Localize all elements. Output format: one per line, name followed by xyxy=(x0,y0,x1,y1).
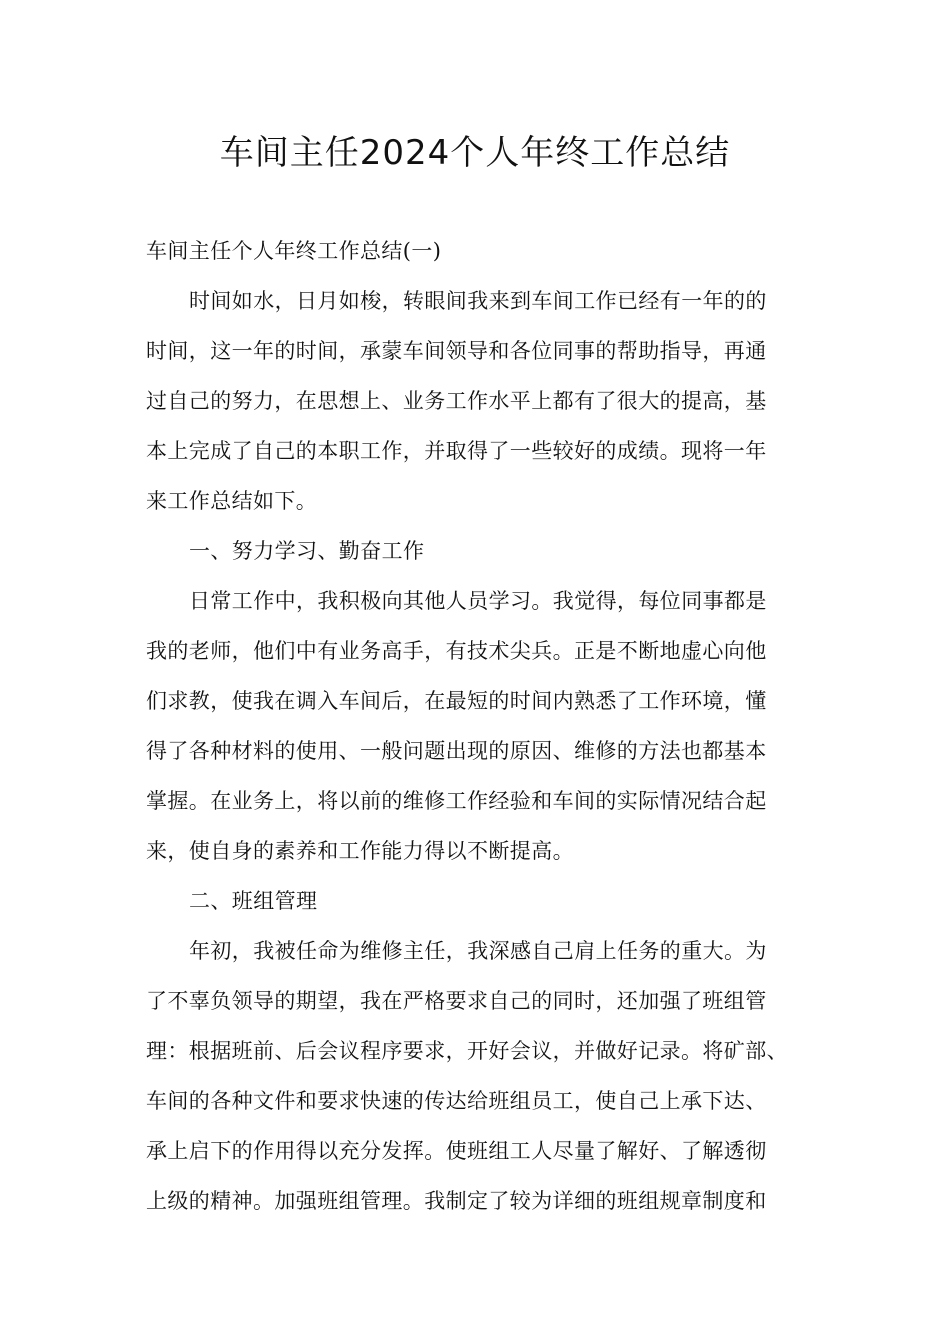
paragraph-line: 掌握。在业务上，将以前的维修工作经验和车间的实际情况结合起 xyxy=(146,789,767,813)
paragraph-line: 本上完成了自己的本职工作，并取得了一些较好的成绩。现将一年 xyxy=(146,439,767,463)
paragraph-line: 理：根据班前、后会议程序要求，开好会议，并做好记录。将矿部、 xyxy=(146,1039,788,1063)
paragraph-line: 过自己的努力，在思想上、业务工作水平上都有了很大的提高，基 xyxy=(146,389,767,413)
section-heading: 一、努力学习、勤奋工作 xyxy=(189,539,425,563)
paragraph-line: 承上启下的作用得以充分发挥。使班组工人尽量了解好、了解透彻 xyxy=(146,1139,767,1163)
paragraph-line: 了不辜负领导的期望，我在严格要求自己的同时，还加强了班组管 xyxy=(146,989,767,1013)
paragraph-line: 得了各种材料的使用、一般问题出现的原因、维修的方法也都基本 xyxy=(146,739,767,763)
paragraph-line: 日常工作中，我积极向其他人员学习。我觉得，每位同事都是 xyxy=(189,589,767,613)
paragraph-line: 年初，我被任命为维修主任，我深感自己肩上任务的重大。为 xyxy=(189,939,767,963)
section-subtitle: 车间主任个人年终工作总结(一) xyxy=(146,239,442,263)
paragraph-line: 时间如水，日月如梭，转眼间我来到车间工作已经有一年的的 xyxy=(189,289,767,313)
section-heading: 二、班组管理 xyxy=(189,889,318,913)
paragraph-line: 来工作总结如下。 xyxy=(146,489,318,513)
paragraph-line: 时间，这一年的时间，承蒙车间领导和各位同事的帮助指导，再通 xyxy=(146,339,767,363)
paragraph-line: 上级的精神。加强班组管理。我制定了较为详细的班组规章制度和 xyxy=(146,1189,767,1213)
paragraph-line: 车间的各种文件和要求快速的传达给班组员工，使自己上承下达、 xyxy=(146,1089,767,1113)
paragraph-line: 们求教，使我在调入车间后，在最短的时间内熟悉了工作环境，懂 xyxy=(146,689,767,713)
paragraph-line: 来，使自身的素养和工作能力得以不断提高。 xyxy=(146,839,574,863)
paragraph-line: 我的老师，他们中有业务高手，有技术尖兵。正是不断地虚心向他 xyxy=(146,639,767,663)
document-title: 车间主任2024个人年终工作总结 xyxy=(219,133,731,173)
